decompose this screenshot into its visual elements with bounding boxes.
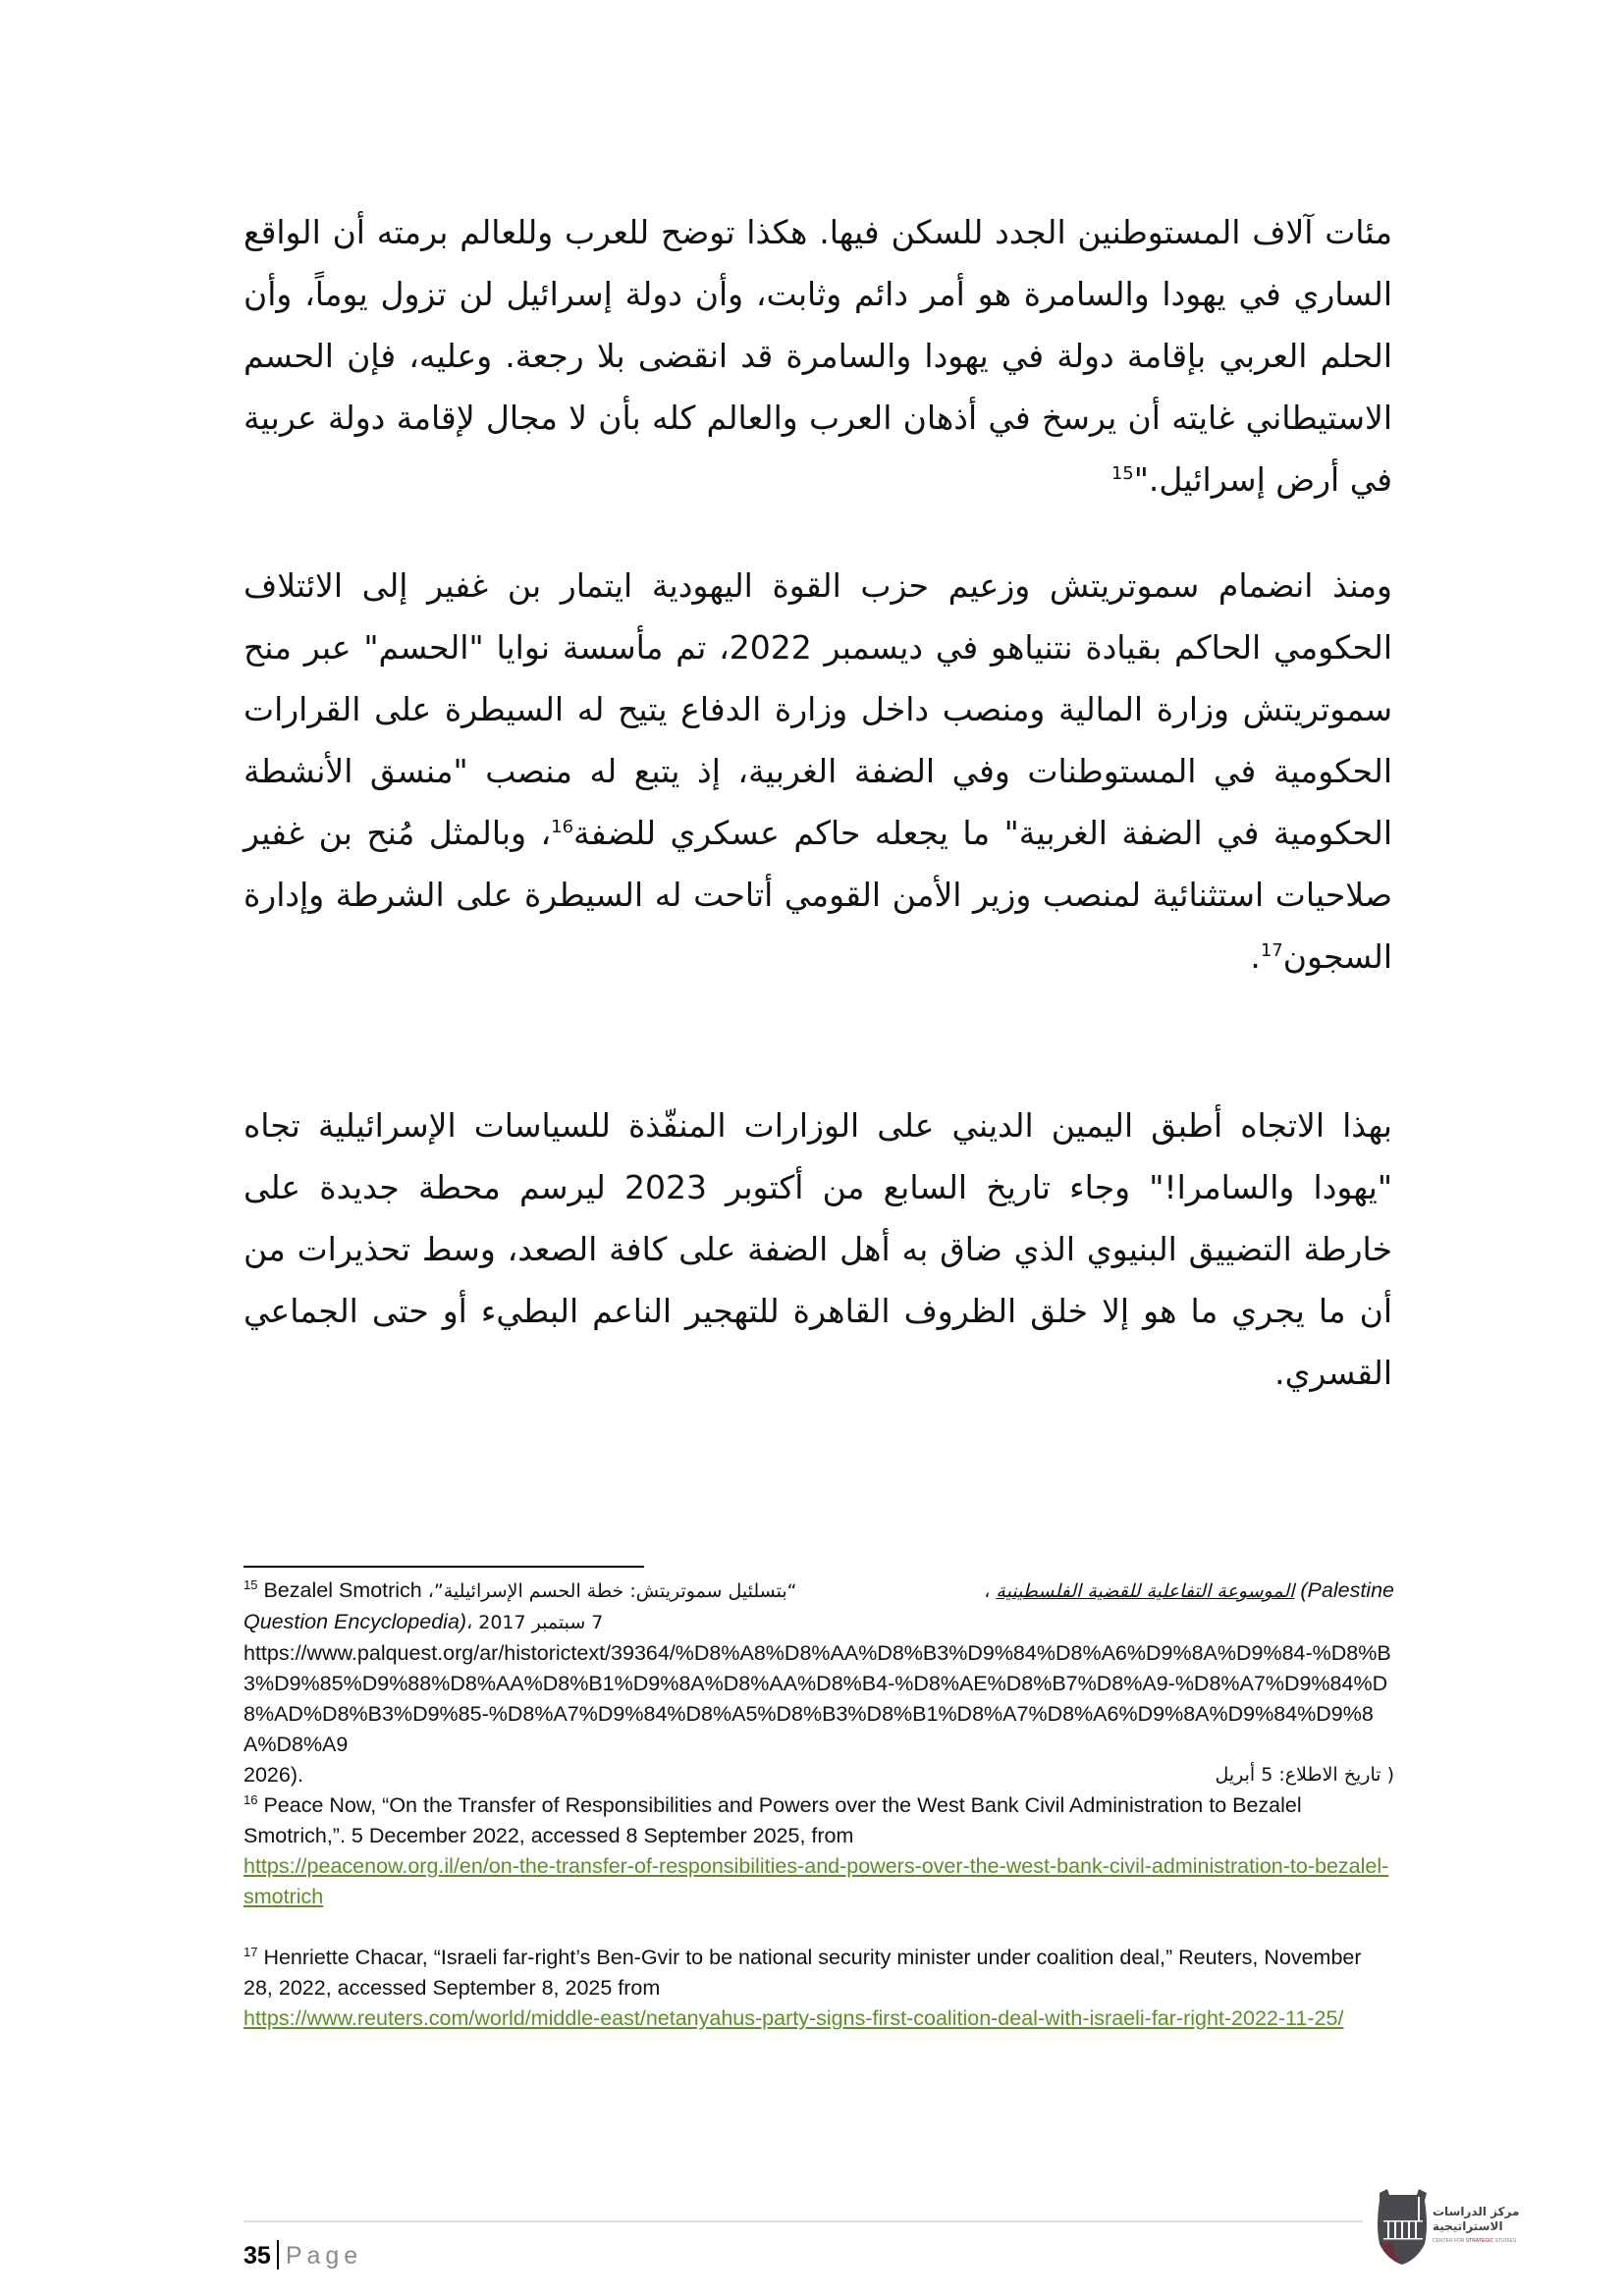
footnote-ref-17[interactable]: 17 [1260, 940, 1283, 961]
page-label: Page [285, 2242, 363, 2269]
footnote-date-ar: 7 سبتمبر 2017 ، [466, 1612, 604, 1633]
logo-name-ar-line1: مركز الدراسات [1433, 2205, 1520, 2218]
footnote-ref-15[interactable]: 15 [1110, 463, 1134, 484]
footnote-title-ar: “بتسلئيل سموتريتش: خطة الحسم الإسرائيلية”، [427, 1580, 797, 1602]
footnote-ref-16[interactable]: 16 [551, 817, 574, 837]
footnote-15: $^{15}$ Bezalel Smotrich “بتسلئيل سموتريتش: خطة الحسم الإسرائيلية”، الموسوعة التفاعلية للقضية الفلسطينية ، (Palestine Question Encyclopedia)7 سبتمبر 2017 ، https://www.palquest.org/ar/historictext/39364/%D8%A8%D8%AA%D8%B3%D9%84%D8%A6%D9%8A%D9%84-%D8%B3%D9%85%D9%88%D8%AA%D8%B1%D9%8A%D8%AA%D8%B4-%D8%AE%D8%B7%D8%A9-%D8%A7%D9%84%D8%AD%D8%B3%D9%85-%D8%A7%D9%84%D8%A5%D8%B3%D8%B1%D8%A7%D8%A6%D9%8A%D9%84%D9%8A%D8%A9 2026). ( تاريخ الاطلاع: 5 أبريل [244, 1575, 1394, 1790]
footnote-source-en-cont: Question Encyclopedia) [244, 1610, 467, 1633]
shield-logo-icon [1374, 2187, 1431, 2266]
footnote-number: 15 [244, 1576, 258, 1592]
footnote-16 [244, 1790, 1394, 1912]
footnotes [244, 1575, 1394, 2034]
paragraph-text: ومنذ انضمام سموتريتش وزعيم حزب القوة اليهودية ايتمار بن غفير إلى الائتلاف الحكومي الحاكم بقيادة نتنياهو في ديسمبر 2022، تم مأسسة نوايا "الحسم" عبر منح سموتريتش وزارة المالية ومنصب داخل وزارة الدفاع يتيح له السيطرة على القرارات الحكومية في المستوطنات وفي الضفة الغربية، إذ يتبع له منصب "منسق الأنشطة الحكومية في الضفة الغربية" ما يجعله حاكم عسكري للضفة [244, 566, 1392, 852]
footer-divider [244, 2220, 1363, 2222]
footnote-author: Bezalel Smotrich [263, 1578, 422, 1602]
logo-name-ar-line2: الاستراتيجية [1433, 2219, 1503, 2233]
footnote-text: Peace Now, “On the Transfer of Responsibilities and Powers over the West Bank Civil Administration to Bezalel Smotrich,”. 5 December 2022, accessed 8 September 2025, from [244, 1793, 1302, 1847]
footnote-number: 16 [244, 1791, 258, 1807]
body-paragraph-3 [244, 1095, 1392, 1404]
footnote-url[interactable]: https://www.palquest.org/ar/historictext/39364/%D8%A8%D8%AA%D8%B3%D9%84%D8%A6%D9%8A%D9%84-%D8%B3%D9%85%D9%88%D8%AA%D8%B1%D9%8A%D8%AA%D8%B4-%D8%AE%D8%B7%D8%A9-%D8%A7%D9%84%D8%AD%D8%B3%D9%85-%D8%A7%D9%84%D8%A5%D8%B3%D8%B1%D8%A7%D8%A6%D9%8A%D9%84%D9%8A%D8%A9 [244, 1641, 1391, 1756]
organization-logo [1370, 2187, 1527, 2275]
footnote-link[interactable]: https://www.reuters.com/world/middle-east/netanyahus-party-signs-first-coalition-deal-with-israeli-far-right-2022-11-25/ [244, 2006, 1344, 2030]
footnote-source-en: (Palestine [1300, 1578, 1394, 1602]
page-number [244, 2240, 362, 2271]
footnote-text: Henriette Chacar, “Israeli far-right’s Ben-Gvir to be national security minister under coalition deal,” Reuters, November 28, 2022, accessed September 8, 2025 from [244, 1946, 1362, 2000]
paragraph-text: بهذا الاتجاه أطبق اليمين الديني على الوزارات المنفّذة للسياسات الإسرائيلية تجاه "يهودا والسامرا!" وجاء تاريخ السابع من أكتوبر 2023 ليرسم محطة جديدة على خارطة التضييق البنيوي الذي ضاق به أهل الضفة على كافة الصعد، وسط تحذيرات من أن ما يجري ما هو إلا خلق الظروف القاهرة للتهجير الناعم البطيء أو حتى الجماعي القسري. [244, 1106, 1393, 1392]
paragraph-text: ، وبالمثل مُنح بن غفير صلاحيات استثنائية لمنصب وزير الأمن القومي أتاحت له السيطرة على الشرطة وإدارة السجون [244, 814, 1392, 976]
footnote-17 [244, 1943, 1394, 2034]
paragraph-text: مئات آلاف المستوطنين الجدد للسكن فيها. هكذا توضح للعرب وللعالم برمته أن الواقع الساري في يهودا والسامرة هو أمر دائم وثابت، وأن دولة إسرائيل لن تزول يوماً، وأن الحلم العربي بإقامة دولة في يهودا والسامرة قد انقضى بلا رجعة. وعليه، فإن الحسم الاستيطاني غايته أن يرسخ في أذهان العرب والعالم كله بأن لا مجال لإقامة دولة عربية في أرض إسرائيل." [244, 213, 1392, 499]
paragraph-end: . [1250, 937, 1261, 976]
footnote-accessed-end: 2026). [244, 1763, 303, 1787]
body-paragraph-2 [244, 555, 1392, 988]
logo-name-en: CENTER FOR STRATEGIC STUDIES [1433, 2238, 1517, 2244]
footnote-accessed-ar: ( تاريخ الاطلاع: 5 أبريل [1215, 1764, 1394, 1786]
footnote-separator [244, 1566, 644, 1568]
page-number-divider [277, 2240, 279, 2269]
footnote-link[interactable]: https://peacenow.org.il/en/on-the-transfer-of-responsibilities-and-powers-over-the-west-bank-civil-administration-to-bezalel-smotrich [244, 1854, 1389, 1908]
footnote-source-ar: الموسوعة التفاعلية للقضية الفلسطينية [996, 1580, 1295, 1602]
body-paragraph-1 [244, 201, 1392, 510]
footnote-number: 17 [244, 1944, 258, 1959]
page-number-value: 35 [244, 2242, 271, 2269]
